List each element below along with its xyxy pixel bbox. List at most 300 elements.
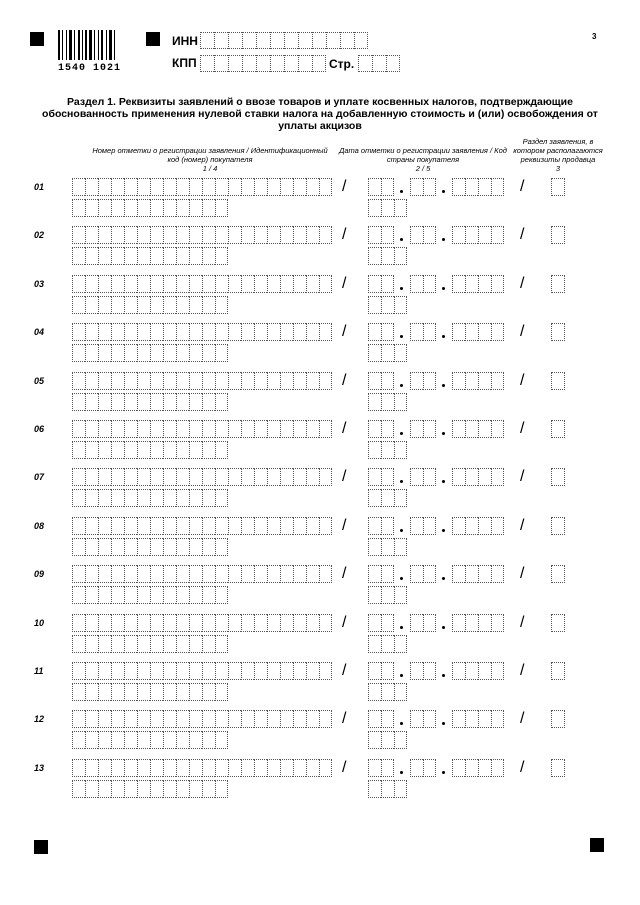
digit-cell[interactable] xyxy=(267,323,280,341)
digit-cell[interactable] xyxy=(72,178,85,196)
digit-cell[interactable] xyxy=(85,199,98,217)
date-year-field[interactable] xyxy=(452,468,504,486)
country-code-field[interactable] xyxy=(368,586,407,604)
declaration-section-field[interactable] xyxy=(551,323,565,341)
country-code-field[interactable] xyxy=(368,635,407,653)
digit-cell[interactable] xyxy=(189,731,202,749)
digit-cell[interactable] xyxy=(452,710,465,728)
digit-cell[interactable] xyxy=(111,517,124,535)
digit-cell[interactable] xyxy=(423,420,436,438)
digit-cell[interactable] xyxy=(394,441,407,459)
digit-cell[interactable] xyxy=(465,275,478,293)
date-month-field[interactable] xyxy=(410,275,436,293)
registration-number-field[interactable] xyxy=(72,275,332,293)
digit-cell[interactable] xyxy=(368,275,381,293)
digit-cell[interactable] xyxy=(176,517,189,535)
digit-cell[interactable] xyxy=(150,247,163,265)
digit-cell[interactable] xyxy=(137,296,150,314)
digit-cell[interactable] xyxy=(214,55,228,72)
buyer-id-field[interactable] xyxy=(72,393,228,411)
digit-cell[interactable] xyxy=(215,538,228,556)
digit-cell[interactable] xyxy=(202,468,215,486)
digit-cell[interactable] xyxy=(111,420,124,438)
digit-cell[interactable] xyxy=(124,344,137,362)
digit-cell[interactable] xyxy=(551,178,565,196)
declaration-section-field[interactable] xyxy=(551,517,565,535)
digit-cell[interactable] xyxy=(381,226,394,244)
digit-cell[interactable] xyxy=(150,344,163,362)
date-month-field[interactable] xyxy=(410,662,436,680)
digit-cell[interactable] xyxy=(241,517,254,535)
digit-cell[interactable] xyxy=(111,635,124,653)
digit-cell[interactable] xyxy=(163,517,176,535)
digit-cell[interactable] xyxy=(200,32,214,49)
digit-cell[interactable] xyxy=(423,275,436,293)
digit-cell[interactable] xyxy=(163,420,176,438)
digit-cell[interactable] xyxy=(202,489,215,507)
digit-cell[interactable] xyxy=(491,178,504,196)
digit-cell[interactable] xyxy=(72,565,85,583)
digit-cell[interactable] xyxy=(215,635,228,653)
digit-cell[interactable] xyxy=(202,759,215,777)
digit-cell[interactable] xyxy=(150,517,163,535)
digit-cell[interactable] xyxy=(98,247,111,265)
digit-cell[interactable] xyxy=(202,710,215,728)
digit-cell[interactable] xyxy=(163,441,176,459)
digit-cell[interactable] xyxy=(319,323,332,341)
digit-cell[interactable] xyxy=(163,586,176,604)
digit-cell[interactable] xyxy=(72,517,85,535)
digit-cell[interactable] xyxy=(215,420,228,438)
digit-cell[interactable] xyxy=(368,178,381,196)
digit-cell[interactable] xyxy=(267,759,280,777)
digit-cell[interactable] xyxy=(72,586,85,604)
digit-cell[interactable] xyxy=(124,372,137,390)
digit-cell[interactable] xyxy=(98,199,111,217)
digit-cell[interactable] xyxy=(150,780,163,798)
digit-cell[interactable] xyxy=(293,517,306,535)
digit-cell[interactable] xyxy=(491,662,504,680)
date-day-field[interactable] xyxy=(368,323,394,341)
digit-cell[interactable] xyxy=(410,178,423,196)
digit-cell[interactable] xyxy=(163,780,176,798)
digit-cell[interactable] xyxy=(491,517,504,535)
digit-cell[interactable] xyxy=(85,247,98,265)
digit-cell[interactable] xyxy=(381,393,394,411)
digit-cell[interactable] xyxy=(394,683,407,701)
digit-cell[interactable] xyxy=(189,226,202,244)
digit-cell[interactable] xyxy=(270,32,284,49)
digit-cell[interactable] xyxy=(176,489,189,507)
digit-cell[interactable] xyxy=(293,275,306,293)
digit-cell[interactable] xyxy=(280,468,293,486)
digit-cell[interactable] xyxy=(85,759,98,777)
country-code-field[interactable] xyxy=(368,683,407,701)
digit-cell[interactable] xyxy=(228,372,241,390)
digit-cell[interactable] xyxy=(176,178,189,196)
digit-cell[interactable] xyxy=(381,372,394,390)
digit-cell[interactable] xyxy=(202,538,215,556)
digit-cell[interactable] xyxy=(551,565,565,583)
digit-cell[interactable] xyxy=(306,517,319,535)
registration-number-field[interactable] xyxy=(72,468,332,486)
digit-cell[interactable] xyxy=(293,759,306,777)
digit-cell[interactable] xyxy=(150,226,163,244)
digit-cell[interactable] xyxy=(200,55,214,72)
digit-cell[interactable] xyxy=(368,420,381,438)
date-day-field[interactable] xyxy=(368,614,394,632)
digit-cell[interactable] xyxy=(368,731,381,749)
declaration-section-field[interactable] xyxy=(551,178,565,196)
digit-cell[interactable] xyxy=(228,420,241,438)
digit-cell[interactable] xyxy=(267,226,280,244)
digit-cell[interactable] xyxy=(111,710,124,728)
digit-cell[interactable] xyxy=(368,565,381,583)
digit-cell[interactable] xyxy=(340,32,354,49)
digit-cell[interactable] xyxy=(202,393,215,411)
digit-cell[interactable] xyxy=(368,441,381,459)
digit-cell[interactable] xyxy=(202,323,215,341)
digit-cell[interactable] xyxy=(381,614,394,632)
date-month-field[interactable] xyxy=(410,323,436,341)
digit-cell[interactable] xyxy=(150,489,163,507)
digit-cell[interactable] xyxy=(368,780,381,798)
date-month-field[interactable] xyxy=(410,759,436,777)
digit-cell[interactable] xyxy=(137,420,150,438)
digit-cell[interactable] xyxy=(478,226,491,244)
digit-cell[interactable] xyxy=(85,710,98,728)
digit-cell[interactable] xyxy=(215,441,228,459)
date-day-field[interactable] xyxy=(368,226,394,244)
digit-cell[interactable] xyxy=(254,372,267,390)
digit-cell[interactable] xyxy=(176,759,189,777)
digit-cell[interactable] xyxy=(163,226,176,244)
digit-cell[interactable] xyxy=(410,468,423,486)
digit-cell[interactable] xyxy=(280,565,293,583)
digit-cell[interactable] xyxy=(124,635,137,653)
digit-cell[interactable] xyxy=(242,32,256,49)
digit-cell[interactable] xyxy=(189,780,202,798)
digit-cell[interactable] xyxy=(306,372,319,390)
digit-cell[interactable] xyxy=(85,538,98,556)
digit-cell[interactable] xyxy=(137,614,150,632)
digit-cell[interactable] xyxy=(241,372,254,390)
buyer-id-field[interactable] xyxy=(72,344,228,362)
digit-cell[interactable] xyxy=(228,517,241,535)
digit-cell[interactable] xyxy=(202,247,215,265)
digit-cell[interactable] xyxy=(111,565,124,583)
digit-cell[interactable] xyxy=(137,393,150,411)
digit-cell[interactable] xyxy=(394,635,407,653)
digit-cell[interactable] xyxy=(381,441,394,459)
digit-cell[interactable] xyxy=(189,344,202,362)
digit-cell[interactable] xyxy=(551,614,565,632)
digit-cell[interactable] xyxy=(85,614,98,632)
digit-cell[interactable] xyxy=(124,323,137,341)
digit-cell[interactable] xyxy=(381,468,394,486)
digit-cell[interactable] xyxy=(267,614,280,632)
date-year-field[interactable] xyxy=(452,710,504,728)
digit-cell[interactable] xyxy=(410,372,423,390)
digit-cell[interactable] xyxy=(319,226,332,244)
date-year-field[interactable] xyxy=(452,372,504,390)
digit-cell[interactable] xyxy=(85,468,98,486)
date-month-field[interactable] xyxy=(410,468,436,486)
digit-cell[interactable] xyxy=(410,662,423,680)
digit-cell[interactable] xyxy=(150,731,163,749)
date-day-field[interactable] xyxy=(368,372,394,390)
digit-cell[interactable] xyxy=(163,759,176,777)
digit-cell[interactable] xyxy=(491,226,504,244)
buyer-id-field[interactable] xyxy=(72,296,228,314)
digit-cell[interactable] xyxy=(242,55,256,72)
digit-cell[interactable] xyxy=(163,635,176,653)
digit-cell[interactable] xyxy=(465,178,478,196)
digit-cell[interactable] xyxy=(150,586,163,604)
digit-cell[interactable] xyxy=(176,372,189,390)
country-code-field[interactable] xyxy=(368,199,407,217)
digit-cell[interactable] xyxy=(306,565,319,583)
date-month-field[interactable] xyxy=(410,420,436,438)
digit-cell[interactable] xyxy=(215,489,228,507)
digit-cell[interactable] xyxy=(381,178,394,196)
digit-cell[interactable] xyxy=(72,296,85,314)
digit-cell[interactable] xyxy=(176,226,189,244)
digit-cell[interactable] xyxy=(241,468,254,486)
digit-cell[interactable] xyxy=(452,372,465,390)
digit-cell[interactable] xyxy=(176,420,189,438)
date-day-field[interactable] xyxy=(368,178,394,196)
digit-cell[interactable] xyxy=(551,226,565,244)
date-month-field[interactable] xyxy=(410,178,436,196)
digit-cell[interactable] xyxy=(228,275,241,293)
digit-cell[interactable] xyxy=(137,780,150,798)
digit-cell[interactable] xyxy=(293,565,306,583)
digit-cell[interactable] xyxy=(410,517,423,535)
digit-cell[interactable] xyxy=(189,662,202,680)
digit-cell[interactable] xyxy=(72,710,85,728)
digit-cell[interactable] xyxy=(423,226,436,244)
digit-cell[interactable] xyxy=(280,420,293,438)
buyer-id-field[interactable] xyxy=(72,441,228,459)
digit-cell[interactable] xyxy=(85,344,98,362)
digit-cell[interactable] xyxy=(241,178,254,196)
digit-cell[interactable] xyxy=(381,662,394,680)
digit-cell[interactable] xyxy=(254,468,267,486)
digit-cell[interactable] xyxy=(306,275,319,293)
digit-cell[interactable] xyxy=(72,662,85,680)
digit-cell[interactable] xyxy=(293,614,306,632)
digit-cell[interactable] xyxy=(410,323,423,341)
date-year-field[interactable] xyxy=(452,565,504,583)
digit-cell[interactable] xyxy=(319,565,332,583)
digit-cell[interactable] xyxy=(280,323,293,341)
registration-number-field[interactable] xyxy=(72,759,332,777)
digit-cell[interactable] xyxy=(189,199,202,217)
digit-cell[interactable] xyxy=(189,323,202,341)
digit-cell[interactable] xyxy=(394,296,407,314)
digit-cell[interactable] xyxy=(202,199,215,217)
digit-cell[interactable] xyxy=(98,420,111,438)
digit-cell[interactable] xyxy=(111,441,124,459)
date-year-field[interactable] xyxy=(452,759,504,777)
digit-cell[interactable] xyxy=(215,199,228,217)
digit-cell[interactable] xyxy=(72,614,85,632)
digit-cell[interactable] xyxy=(254,420,267,438)
digit-cell[interactable] xyxy=(228,226,241,244)
digit-cell[interactable] xyxy=(215,662,228,680)
digit-cell[interactable] xyxy=(137,710,150,728)
kpp-field[interactable] xyxy=(200,55,326,72)
buyer-id-field[interactable] xyxy=(72,683,228,701)
digit-cell[interactable] xyxy=(241,662,254,680)
digit-cell[interactable] xyxy=(452,662,465,680)
date-day-field[interactable] xyxy=(368,468,394,486)
digit-cell[interactable] xyxy=(189,393,202,411)
digit-cell[interactable] xyxy=(124,662,137,680)
digit-cell[interactable] xyxy=(267,468,280,486)
digit-cell[interactable] xyxy=(254,178,267,196)
digit-cell[interactable] xyxy=(358,55,372,72)
digit-cell[interactable] xyxy=(368,344,381,362)
digit-cell[interactable] xyxy=(150,683,163,701)
digit-cell[interactable] xyxy=(72,441,85,459)
digit-cell[interactable] xyxy=(176,323,189,341)
digit-cell[interactable] xyxy=(368,538,381,556)
digit-cell[interactable] xyxy=(111,178,124,196)
digit-cell[interactable] xyxy=(72,199,85,217)
digit-cell[interactable] xyxy=(267,275,280,293)
digit-cell[interactable] xyxy=(111,780,124,798)
digit-cell[interactable] xyxy=(98,662,111,680)
date-year-field[interactable] xyxy=(452,614,504,632)
date-day-field[interactable] xyxy=(368,662,394,680)
buyer-id-field[interactable] xyxy=(72,731,228,749)
digit-cell[interactable] xyxy=(176,586,189,604)
digit-cell[interactable] xyxy=(189,441,202,459)
digit-cell[interactable] xyxy=(478,759,491,777)
country-code-field[interactable] xyxy=(368,780,407,798)
digit-cell[interactable] xyxy=(176,275,189,293)
digit-cell[interactable] xyxy=(228,614,241,632)
digit-cell[interactable] xyxy=(551,710,565,728)
digit-cell[interactable] xyxy=(368,393,381,411)
digit-cell[interactable] xyxy=(368,199,381,217)
digit-cell[interactable] xyxy=(150,710,163,728)
date-day-field[interactable] xyxy=(368,710,394,728)
country-code-field[interactable] xyxy=(368,489,407,507)
digit-cell[interactable] xyxy=(124,759,137,777)
digit-cell[interactable] xyxy=(124,780,137,798)
digit-cell[interactable] xyxy=(394,586,407,604)
digit-cell[interactable] xyxy=(98,323,111,341)
digit-cell[interactable] xyxy=(72,372,85,390)
digit-cell[interactable] xyxy=(202,780,215,798)
digit-cell[interactable] xyxy=(423,517,436,535)
digit-cell[interactable] xyxy=(137,247,150,265)
digit-cell[interactable] xyxy=(163,247,176,265)
digit-cell[interactable] xyxy=(137,565,150,583)
digit-cell[interactable] xyxy=(551,662,565,680)
date-year-field[interactable] xyxy=(452,323,504,341)
digit-cell[interactable] xyxy=(111,323,124,341)
digit-cell[interactable] xyxy=(368,323,381,341)
buyer-id-field[interactable] xyxy=(72,586,228,604)
digit-cell[interactable] xyxy=(228,662,241,680)
digit-cell[interactable] xyxy=(137,344,150,362)
digit-cell[interactable] xyxy=(137,468,150,486)
digit-cell[interactable] xyxy=(491,275,504,293)
digit-cell[interactable] xyxy=(137,199,150,217)
digit-cell[interactable] xyxy=(111,586,124,604)
digit-cell[interactable] xyxy=(124,517,137,535)
digit-cell[interactable] xyxy=(293,372,306,390)
digit-cell[interactable] xyxy=(319,710,332,728)
digit-cell[interactable] xyxy=(306,323,319,341)
digit-cell[interactable] xyxy=(465,323,478,341)
digit-cell[interactable] xyxy=(284,55,298,72)
digit-cell[interactable] xyxy=(124,614,137,632)
digit-cell[interactable] xyxy=(137,662,150,680)
digit-cell[interactable] xyxy=(124,468,137,486)
declaration-section-field[interactable] xyxy=(551,226,565,244)
digit-cell[interactable] xyxy=(423,710,436,728)
digit-cell[interactable] xyxy=(85,323,98,341)
digit-cell[interactable] xyxy=(202,296,215,314)
digit-cell[interactable] xyxy=(85,662,98,680)
digit-cell[interactable] xyxy=(241,275,254,293)
digit-cell[interactable] xyxy=(85,731,98,749)
digit-cell[interactable] xyxy=(491,420,504,438)
digit-cell[interactable] xyxy=(189,372,202,390)
digit-cell[interactable] xyxy=(111,226,124,244)
digit-cell[interactable] xyxy=(150,441,163,459)
digit-cell[interactable] xyxy=(452,178,465,196)
digit-cell[interactable] xyxy=(85,372,98,390)
digit-cell[interactable] xyxy=(368,517,381,535)
digit-cell[interactable] xyxy=(423,565,436,583)
date-day-field[interactable] xyxy=(368,759,394,777)
digit-cell[interactable] xyxy=(228,710,241,728)
digit-cell[interactable] xyxy=(124,489,137,507)
date-year-field[interactable] xyxy=(452,275,504,293)
date-year-field[interactable] xyxy=(452,420,504,438)
digit-cell[interactable] xyxy=(163,731,176,749)
digit-cell[interactable] xyxy=(189,710,202,728)
digit-cell[interactable] xyxy=(98,468,111,486)
digit-cell[interactable] xyxy=(410,420,423,438)
declaration-section-field[interactable] xyxy=(551,420,565,438)
digit-cell[interactable] xyxy=(465,420,478,438)
digit-cell[interactable] xyxy=(478,468,491,486)
digit-cell[interactable] xyxy=(368,226,381,244)
digit-cell[interactable] xyxy=(312,32,326,49)
digit-cell[interactable] xyxy=(72,323,85,341)
date-month-field[interactable] xyxy=(410,226,436,244)
country-code-field[interactable] xyxy=(368,247,407,265)
digit-cell[interactable] xyxy=(202,683,215,701)
digit-cell[interactable] xyxy=(176,468,189,486)
digit-cell[interactable] xyxy=(215,586,228,604)
digit-cell[interactable] xyxy=(72,468,85,486)
digit-cell[interactable] xyxy=(85,780,98,798)
declaration-section-field[interactable] xyxy=(551,275,565,293)
digit-cell[interactable] xyxy=(228,323,241,341)
registration-number-field[interactable] xyxy=(72,517,332,535)
registration-number-field[interactable] xyxy=(72,372,332,390)
digit-cell[interactable] xyxy=(394,199,407,217)
digit-cell[interactable] xyxy=(111,489,124,507)
